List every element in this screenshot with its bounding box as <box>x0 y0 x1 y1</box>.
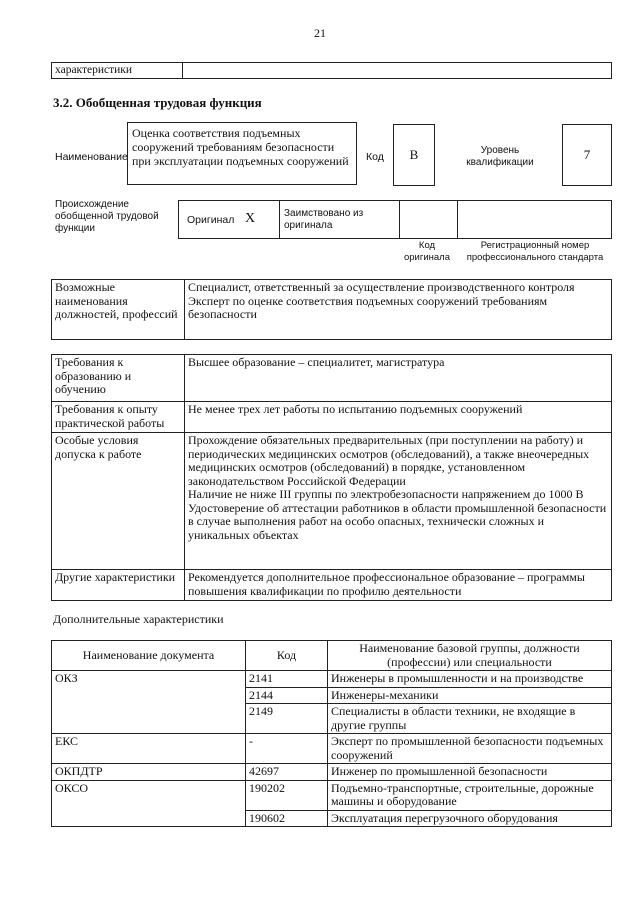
name-cell: Инженеры в промышленности и на производстве <box>328 671 612 688</box>
function-code-box <box>393 124 435 186</box>
requirement-row <box>52 433 612 570</box>
additional-title: Дополнительные характеристики <box>53 612 224 626</box>
level-value: 7 <box>583 147 591 162</box>
requirement-label: Другие характеристики <box>52 570 185 601</box>
function-name-value: Оценка соответствия подъемных сооружений требованиям безопасности при эксплуатации подъемных сооружений <box>132 126 349 168</box>
name-cell: Инженеры-механики <box>328 687 612 704</box>
name-cell: Инженер по промышленной безопасности <box>328 764 612 781</box>
original-mark: X <box>245 211 256 226</box>
top-row <box>51 62 612 79</box>
doc-cell: ОКПДТР <box>52 764 246 781</box>
requirement-value: Рекомендуется дополнительное профессиональное образование – программы повышения квалификации по профилю деятельности <box>185 570 612 601</box>
requirement-value: Высшее образование – специалитет, магистратура <box>185 355 612 402</box>
name-label: Наименование <box>55 151 128 163</box>
positions-table <box>51 279 612 340</box>
table-row <box>52 764 612 781</box>
header-code: Код <box>246 641 328 671</box>
requirements-table <box>51 354 612 601</box>
positions-values <box>185 280 612 340</box>
code-cell: 190202 <box>246 780 328 810</box>
name-cell: Эксперт по промышленной безопасности подъемных сооружений <box>328 734 612 764</box>
code-cell: 2144 <box>246 687 328 704</box>
positions-row <box>52 280 612 340</box>
code-label: Код <box>366 151 384 163</box>
code-cell: 190602 <box>246 810 328 827</box>
requirement-item: Прохождение обязательных предварительных (при поступлении на работу) и периодических медицинских осмотров (обследований), а также внеочередных медицинских осмотров (обследований) в порядке, установленном законодательством Российской Федерации <box>188 433 590 488</box>
positions-label: Возможные наименования должностей, профессий <box>52 280 185 340</box>
requirement-row <box>52 355 612 402</box>
requirement-item: Наличие не ниже III группы по электробезопасности напряжением до 1000 В <box>188 487 584 501</box>
additional-table <box>51 640 612 827</box>
name-cell: Подъемно-транспортные, строительные, дорожные машины и оборудование <box>328 780 612 810</box>
header-doc: Наименование документа <box>52 641 246 671</box>
level-box <box>562 124 612 186</box>
name-cell: Эксплуатация перегрузочного оборудования <box>328 810 612 827</box>
doc-cell: ОКЗ <box>52 671 246 734</box>
requirement-value: Не менее трех лет работы по испытанию подъемных сооружений <box>185 402 612 433</box>
original-label: Оригинал <box>187 214 235 226</box>
table-row <box>52 734 612 764</box>
code-cell: 2149 <box>246 704 328 734</box>
level-label: Уровень квалификации <box>466 145 534 168</box>
position-item: Специалист, ответственный за осуществление производственного контроля <box>188 280 575 294</box>
requirement-row <box>52 570 612 601</box>
code-cell: 42697 <box>246 764 328 781</box>
top-row-label: характеристики <box>55 64 133 76</box>
requirement-label: Особые условия допуска к работе <box>52 433 185 570</box>
function-name-box <box>127 122 357 185</box>
name-cell: Специалисты в области техники, не входящие в другие группы <box>328 704 612 734</box>
reg-number-label: Регистрационный номер профессионального стандарта <box>466 240 604 263</box>
requirement-item: Удостоверение об аттестации работников в области промышленной безопасности в случае выполнения работ на особо опасных, технически сложных и уникальных объектах <box>188 500 607 542</box>
table-row <box>52 671 612 688</box>
requirement-row <box>52 402 612 433</box>
code-cell: - <box>246 734 328 764</box>
page-number: 21 <box>314 26 326 40</box>
borrowed-label: Заимствовано из оригинала <box>284 208 364 231</box>
table-row <box>52 780 612 810</box>
position-item: Эксперт по оценке соответствия подъемных сооружений требованиям безопасности <box>188 293 548 321</box>
code-cell: 2141 <box>246 671 328 688</box>
requirement-values <box>185 433 612 570</box>
doc-cell: ОКСО <box>52 780 246 827</box>
section-heading: 3.2. Обобщенная трудовая функция <box>53 95 262 110</box>
origin-label: Происхождение обобщенной трудовой функции <box>55 199 159 234</box>
code-original-label: Код оригинала <box>403 240 450 263</box>
origin-box <box>178 200 612 239</box>
requirement-label: Требования к опыту практической работы <box>52 402 185 433</box>
header-name: Наименование базовой группы, должности (профессии) или специальности <box>328 641 612 671</box>
requirement-label: Требования к образованию и обучению <box>52 355 185 402</box>
function-code-value: В <box>409 147 419 162</box>
doc-cell: ЕКС <box>52 734 246 764</box>
additional-header-row <box>52 641 612 671</box>
